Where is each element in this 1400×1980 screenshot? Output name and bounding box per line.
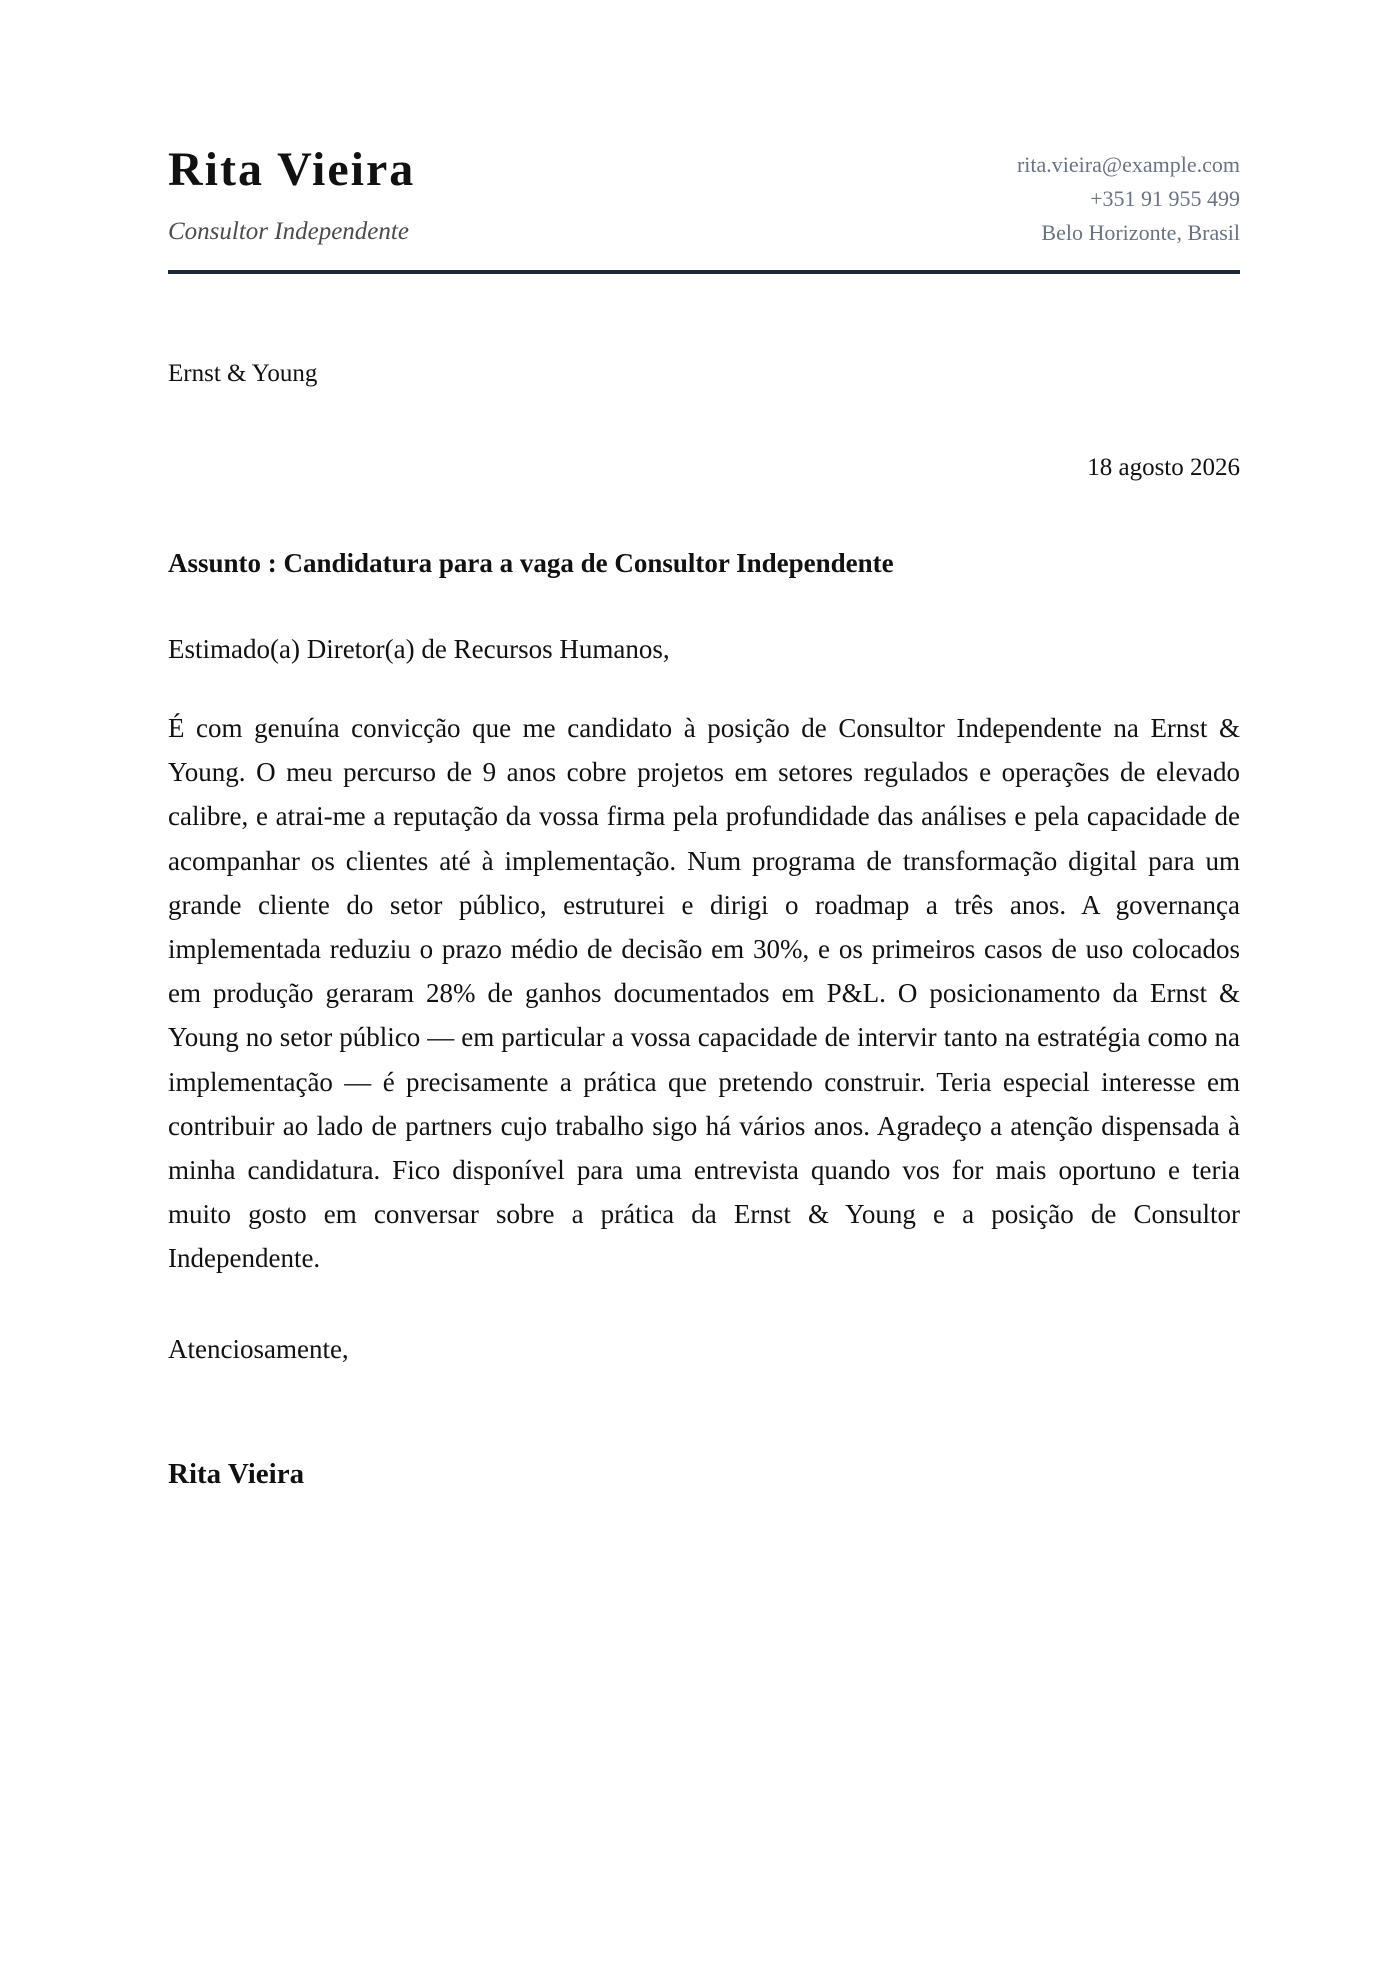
sender-role: Consultor Independente bbox=[168, 218, 409, 245]
recipient: Ernst & Young bbox=[168, 360, 318, 387]
cover-letter-page bbox=[168, 0, 1240, 1980]
sender-location: Belo Horizonte, Brasil bbox=[1041, 220, 1240, 245]
letter-date: 18 agosto 2026 bbox=[1087, 454, 1240, 481]
letter-body: É com genuína convicção que me candidato à posição de Consultor Independente na Ernst & Young. O meu percurso de 9 anos cobre projetos em setores regulados e operações de elevado calibre, e atrai-me a reputação da vossa firma pela profundidade das análises e pela capacidade de acompanhar os clientes até à implementação. Num programa de transformação digital para um grande cliente do setor público, estruturei e dirigi o roadmap a três anos. A governança implementada reduziu o prazo médio de decisão em 30%, e os primeiros casos de uso colocados em produção geraram 28% de ganhos documentados em P&L. O posicionamento da Ernst & Young no setor público — em particular a vossa capacidade de intervir tanto na estratégia como na implementação — é precisamente a prática que pretendo construir. Teria especial interesse em contribuir ao lado de partners cujo trabalho sigo há vários anos. Agradeço a atenção dispensada à minha candidatura. Fico disponível para uma entrevista quando vos for mais oportuno e teria muito gosto em conversar sobre a prática da Ernst & Young e a posição de Consultor Independente. bbox=[168, 713, 1240, 1274]
closing: Atenciosamente, bbox=[168, 1334, 349, 1364]
salutation: Estimado(a) Diretor(a) de Recursos Humanos, bbox=[168, 634, 670, 664]
letter-header bbox=[168, 140, 1240, 274]
signature: Rita Vieira bbox=[168, 1458, 305, 1490]
sender-email[interactable]: rita.vieira@example.com bbox=[1016, 152, 1240, 177]
letter-subject: Assunto : Candidatura para a vaga de Consultor Independente bbox=[168, 548, 894, 578]
contact-block bbox=[1017, 148, 1240, 250]
sender-phone: +351 91 955 499 bbox=[1090, 186, 1240, 211]
sender-name: Rita Vieira bbox=[168, 143, 416, 196]
